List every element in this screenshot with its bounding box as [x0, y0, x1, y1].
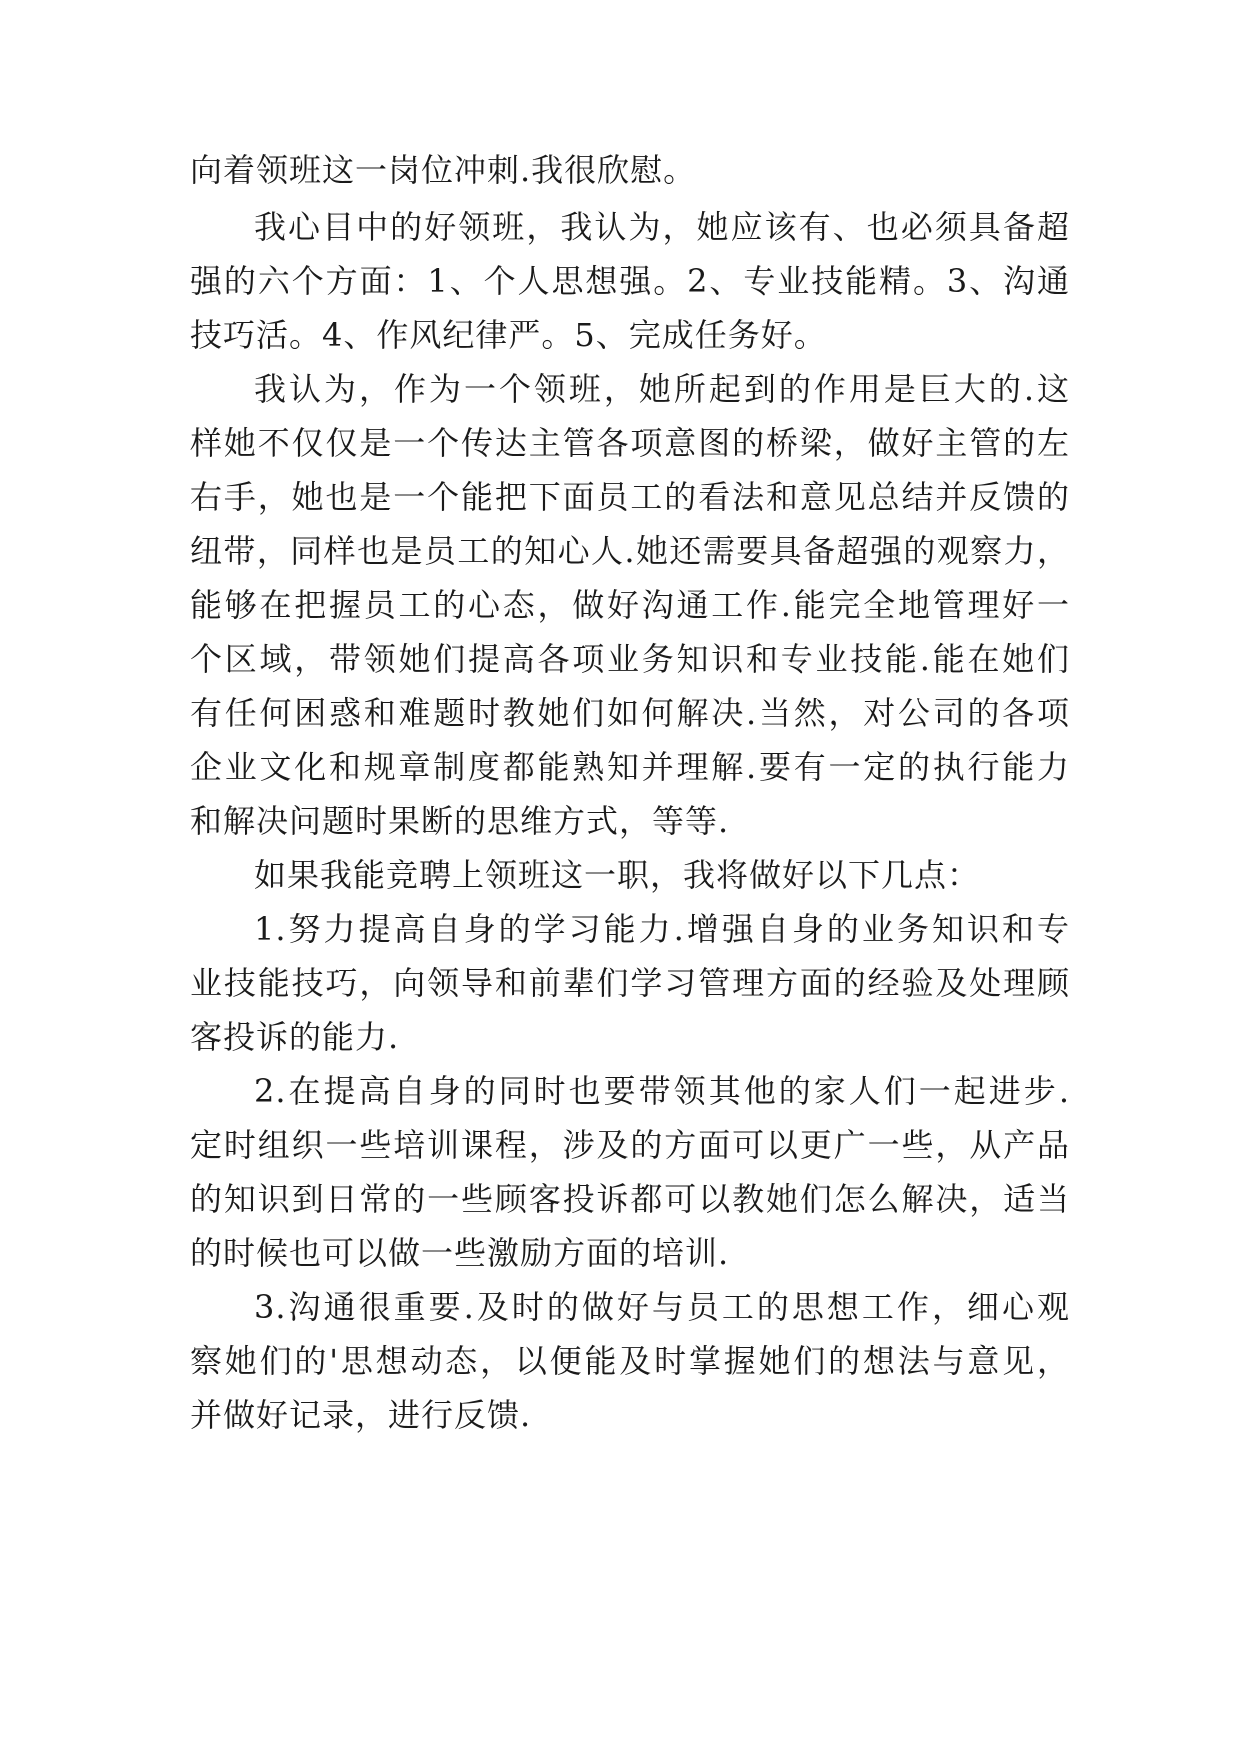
text-line: 企业文化和规章制度都能熟知并理解.要有一定的执行能力 [190, 748, 1070, 786]
list-item-3-start: 3.沟通很重要.及时的做好与员工的思想工作，细心观 [254, 1288, 1070, 1326]
text-line-continuation: 向着领班这一岗位冲刺.我很欣慰。 [190, 151, 697, 189]
list-item-1-start: 1.努力提高自身的学习能力.增强自身的业务知识和专 [254, 910, 1070, 948]
text-line: 的知识到日常的一些顾客投诉都可以教她们怎么解决，适当 [190, 1180, 1070, 1218]
text-line: 纽带，同样也是员工的知心人.她还需要具备超强的观察力， [190, 532, 1070, 570]
text-line: 定时组织一些培训课程，涉及的方面可以更广一些，从产品 [190, 1126, 1070, 1164]
text-line-paragraph-end: 的时候也可以做一些激励方面的培训. [190, 1234, 730, 1272]
text-line-paragraph-end: 客投诉的能力. [190, 1018, 400, 1056]
text-line-paragraph-start: 我心目中的好领班，我认为，她应该有、也必须具备超 [254, 208, 1070, 246]
text-line: 强的六个方面：1、个人思想强。2、专业技能精。3、沟通 [190, 262, 1070, 300]
text-line-paragraph-start: 如果我能竞聘上领班这一职，我将做好以下几点： [254, 856, 981, 894]
text-line-paragraph-end: 技巧活。4、作风纪律严。5、完成任务好。 [190, 316, 827, 354]
text-line: 个区域，带领她们提高各项业务知识和专业技能.能在她们 [190, 640, 1070, 678]
list-item-2-start: 2.在提高自身的同时也要带领其他的家人们一起进步. [254, 1072, 1070, 1110]
text-line: 业技能技巧，向领导和前辈们学习管理方面的经验及处理顾 [190, 964, 1070, 1002]
text-line: 能够在把握员工的心态，做好沟通工作.能完全地管理好一 [190, 586, 1070, 624]
text-line-paragraph-start: 我认为，作为一个领班，她所起到的作用是巨大的.这 [254, 370, 1070, 408]
text-line: 样她不仅仅是一个传达主管各项意图的桥梁，做好主管的左 [190, 424, 1070, 462]
text-line-paragraph-end: 和解决问题时果断的思维方式，等等. [190, 802, 730, 840]
text-line: 有任何困惑和难题时教她们如何解决.当然，对公司的各项 [190, 694, 1070, 732]
text-line-paragraph-end: 并做好记录，进行反馈. [190, 1396, 532, 1434]
text-line: 察她们的'思想动态，以便能及时掌握她们的想法与意见， [190, 1342, 1070, 1380]
text-line: 右手，她也是一个能把下面员工的看法和意见总结并反馈的 [190, 478, 1070, 516]
